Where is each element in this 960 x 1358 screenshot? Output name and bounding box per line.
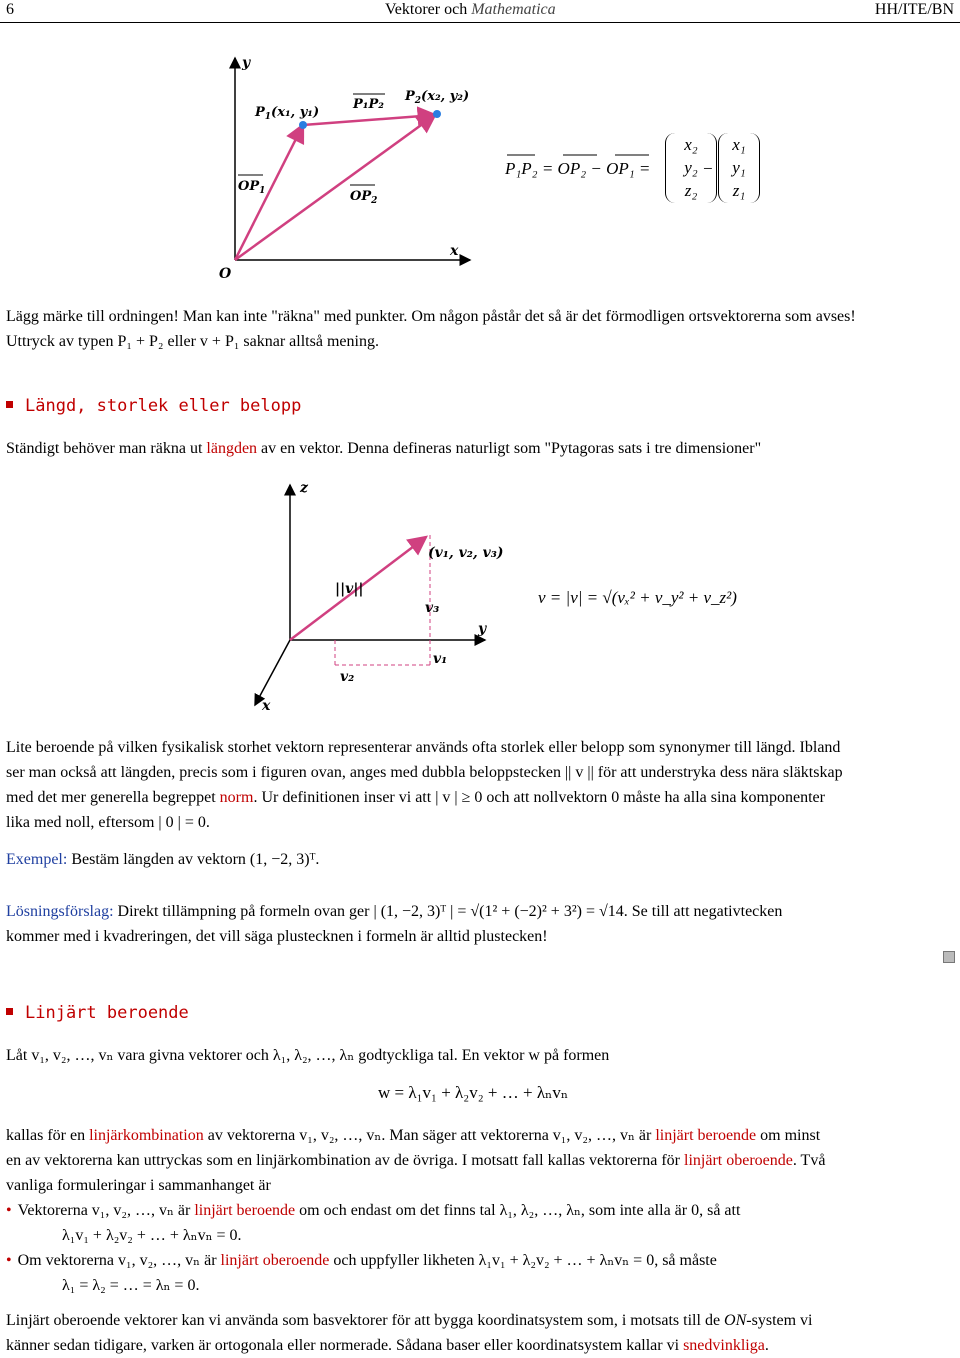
link-linjarkombination[interactable]: linjärkombination (89, 1127, 204, 1144)
bullet-square-icon (6, 401, 13, 408)
link-langden[interactable]: längden (206, 440, 258, 457)
paragraph-lin-intro: Låt v₁, v₂, …, vₙ vara givna vektorer och λ₁, λ₂, …, λₙ godtyckliga tal. En vektor w på formen (6, 1047, 610, 1064)
section-heading-linear: Linjärt beroende (6, 1003, 189, 1023)
bullet-icon: • (6, 1202, 12, 1219)
figure-vector-difference (205, 50, 485, 285)
formula-minus: − (703, 159, 713, 178)
v1-label: v₁ (433, 651, 448, 667)
link-snedvinkliga[interactable]: snedvinkliga (683, 1337, 765, 1354)
y-label: y (242, 55, 251, 71)
formula-p1p2-lhs: P₁P₂ = OP₂ − OP₁ = (505, 159, 651, 178)
vector-p1p2 (303, 115, 435, 125)
point-p1 (299, 121, 307, 129)
point-label: (v₁, v₂, v₃) (428, 545, 504, 561)
link-linjart-beroende[interactable]: linjärt beroende (655, 1127, 757, 1144)
example: Exempel: Bestäm längden av vektorn (1, −2, 3)ᵀ. (6, 851, 320, 868)
y-label: y (478, 621, 487, 637)
solution: Lösningsförslag: Direkt tillämpning på formeln ovan ger | (1, −2, 3)ᵀ | = √(1² + (−2)² + 3²) = √14. Se till att negativtecken kommer med i kvadreringen, det vill säga plustecknen i formeln är alltid plustecken! (6, 903, 783, 945)
norm-label: ||v|| (335, 581, 364, 597)
bullet-square-icon (6, 1008, 13, 1015)
op1-label: $OP_1$ (238, 179, 266, 196)
v3-label: v₃ (425, 600, 440, 616)
paragraph-lin-def: kallas för en linjärkombination av vektorerna v₁, v₂, …, vₙ. Man säger att vektorerna v₁, v₂, …, vₙ är linjärt beroende om minst en av vektorerna kan uttryckas som en linjärkombination av de övriga. I motsatt fall kallas vektorerna för linjärt oberoende. Två vanliga formuleringar i sammanhanget är • Vektorerna v₁, v₂, …, vₙ är linjärt beroende om och endast om det finns tal λ₁, λ₂, …, λₙ, som inte alla är 0, så att λ₁v₁ + λ₂v₂ + … + λₙvₙ = 0. • Om vektorerna v₁, v₂, …, vₙ är linjärt oberoende och uppfyller likheten λ₁v₁ + λ₂v₂ + … + λₙvₙ = 0, så måste λ₁ = λ₂ = … = λₙ = 0. (6, 1127, 826, 1294)
p1-label: $P_1(x_1$, y₁) (255, 105, 320, 122)
x-axis (255, 640, 290, 705)
p2-label: $P_2(x_2$, y₂) (405, 89, 470, 106)
paragraph-basis: Linjärt oberoende vektorer kan vi använda som basvektorer för att bygga koordinatsystem som, i motsats till de ON-system vi känner sedan tidigare, varken är ortogonala eller normerade. Sådana baser eller koordinatsystem kallar vi snedvinkliga. (6, 1312, 813, 1354)
p1p2-label: P₁P₂ (353, 97, 384, 112)
origin-label: O (219, 266, 232, 282)
solution-label: Lösningsförslag: (6, 903, 114, 920)
link-linjart-beroende-2[interactable]: linjärt beroende (194, 1202, 296, 1219)
example-label: Exempel: (6, 851, 68, 868)
link-norm[interactable]: norm (219, 789, 254, 806)
link-linjart-oberoende-2[interactable]: linjärt oberoende (220, 1252, 330, 1269)
bullet-icon: • (6, 1252, 12, 1269)
header-right: HH/ITE/BN (874, 1, 954, 18)
x-label: x (450, 243, 459, 259)
v2-label: v₂ (340, 669, 355, 685)
matrix-p1: x₁ y₁ z₁ (718, 133, 760, 203)
op2-label: $OP_2$ (350, 189, 378, 206)
figure-3d-vector (240, 475, 520, 720)
formula-linear-combination: w = λ₁v₁ + λ₂v₂ + … + λₙvₙ (378, 1083, 569, 1102)
page-number: 6 (6, 1, 14, 18)
section-heading-length: Längd, storlek eller belopp (6, 396, 301, 416)
page-header (0, 0, 960, 23)
x-label: x (262, 698, 271, 714)
page-title: Vektorer och Mathematica (385, 1, 556, 18)
paragraph-length-intro: Ständigt behöver man räkna ut längden av en vektor. Denna defineras naturligt som "Pytagoras sats i tre dimensioner" (6, 440, 762, 457)
point-p2 (433, 110, 441, 118)
paragraph-ordering: Lägg märke till ordningen! Man kan inte "räkna" med punkter. Om någon påstår det så är det förmodligen ortsvektorerna som avses! Uttryck av typen P₁ + P₂ eller v + P₁ saknar alltså mening. (6, 308, 856, 350)
paragraph-norm: Lite beroende på vilken fysikalisk storhet vektorn representerar används ofta storlek eller belopp som synonymer till längd. Ibland ser man också att längden, precis som i figuren ovan, anges med dubbla beloppstecken || v || för att understryka dess nära släktskap med det mer generella begreppet norm. Ur definitionen inser vi att | v | ≥ 0 och att nollvektorn 0 måste ha alla sina komponenter lika med noll, eftersom | 0 | = 0. (6, 739, 843, 831)
solution-formula: | (1, −2, 3)ᵀ | = √(1² + (−2)² + 3²) = √14 (373, 903, 624, 920)
z-label: z (300, 480, 308, 496)
link-linjart-oberoende[interactable]: linjärt oberoende (684, 1152, 793, 1169)
end-of-example-icon (943, 951, 955, 963)
matrix-p2: x₂ y₂ z₂ (665, 133, 717, 203)
formula-norm: v = |v| = √(vₓ² + v_y² + v_z²) (538, 588, 737, 607)
